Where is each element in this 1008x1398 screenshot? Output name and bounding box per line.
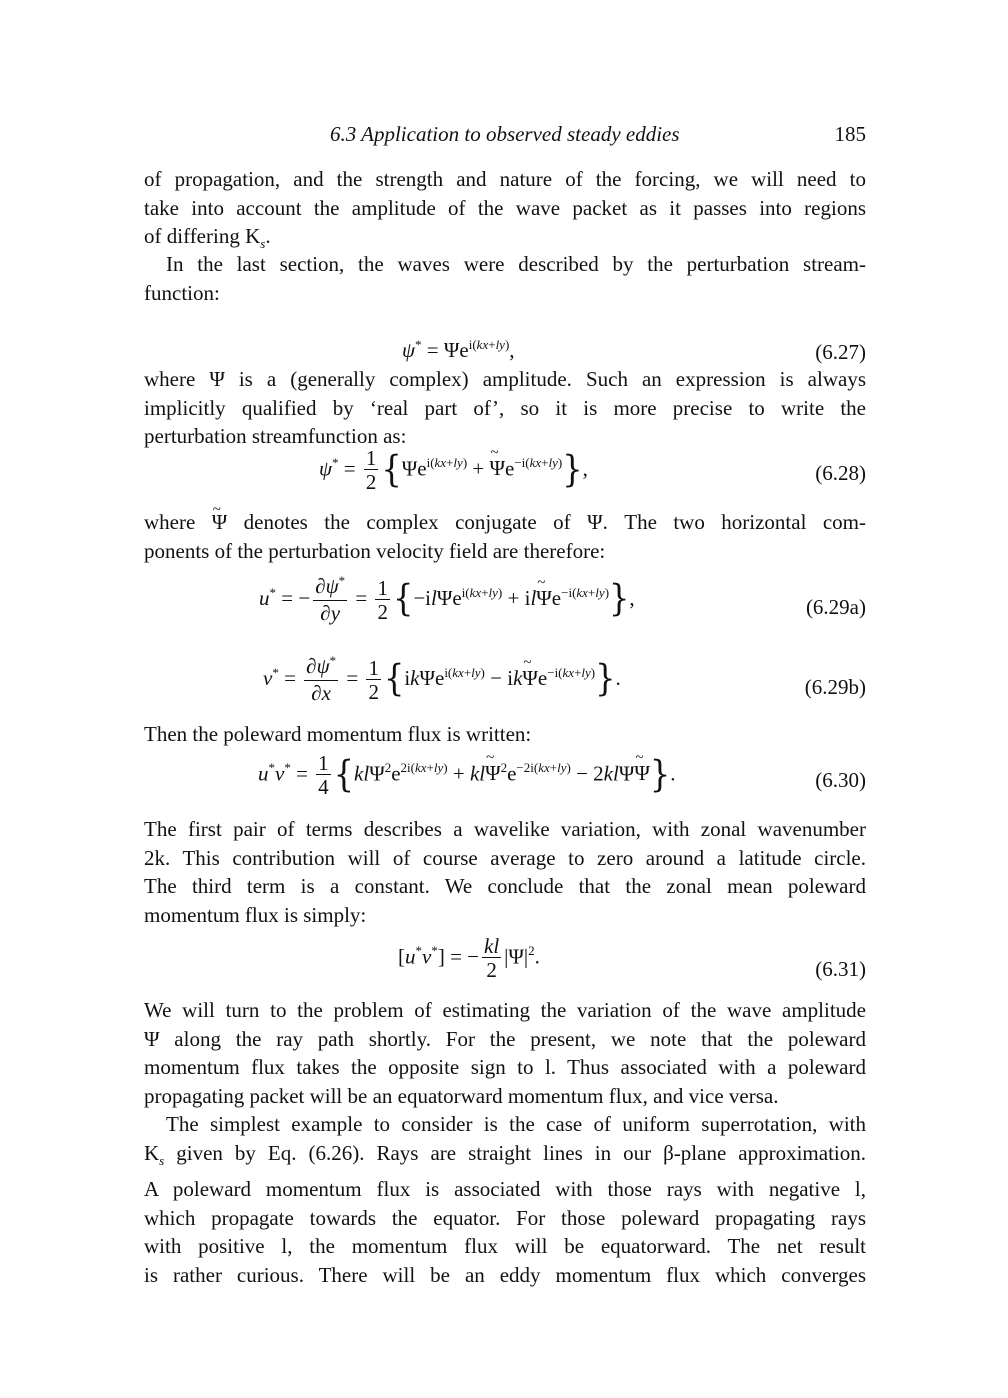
equation-body: u* = − $\frac{\partial\psi^*}{\partial y}$ = $\frac{1}{2}$ {−ilΨe$^{i(kx+ly)}$ + ilΨ $\sim e^{-i(kx+ly)}$}, xyxy=(259,575,635,625)
section-title: 6.3 Application to observed steady eddies xyxy=(330,122,680,146)
text-line: of differing $K_s$. xyxy=(144,224,271,252)
equation-number: (6.27) xyxy=(815,340,866,364)
paragraph-6 xyxy=(144,815,866,929)
equation-number: (6.31) xyxy=(815,957,866,981)
equation-6-29a xyxy=(144,575,866,635)
text-line: where Ψ ~ denotes the complex conjugate of Ψ. The two horizontal com- xyxy=(144,508,866,537)
text-line: We will turn to the problem of estimating the variation of the wave amplitude xyxy=(144,998,866,1022)
paragraph-7 xyxy=(144,996,866,1110)
text-line: A poleward momentum flux is associated with those rays with negative l, xyxy=(144,1177,866,1202)
text-line: where Ψ is a (generally complex) amplitude. Such an expression is always xyxy=(144,367,866,391)
equation-body: u*v* = $\frac{1}{4}$ {$kl\Psi^2e^{2i(kx+ly)} + kl\Psi$ $\sim^2e^{-2i(kx+ly)} - 2kl\Psi\Psi$ ~}. xyxy=(258,752,675,799)
paragraph-3 xyxy=(144,365,866,451)
paragraph-5 xyxy=(144,720,866,749)
equation-body: v* = $\frac{\partial\psi^*}{\partial x}$ = $\frac{1}{2}$ {ikΨe$^{i(kx+ly)}$ − ikΨ $\sim e^{-i(kx+ly)}$}. xyxy=(263,655,621,705)
equation-number: (6.29a) xyxy=(805,595,866,619)
text-line: momentum flux takes the opposite sign to l. Thus associated with a poleward xyxy=(144,1055,866,1079)
text-line: ponents of the perturbation velocity field are therefore: xyxy=(144,538,606,563)
text-line: Then the poleward momentum flux is written: xyxy=(144,722,532,746)
equation-body: ψ* = $\frac{1}{2}$ {$\Psi e^{i(kx+ly)} + \Psi$ $\sim e^{-i(kx+ly)}$}, xyxy=(319,447,588,494)
text-line: take into account the amplitude of the wave packet as it passes into regions xyxy=(144,195,866,220)
equation-number: (6.30) xyxy=(815,768,866,792)
paragraph-8 xyxy=(144,1110,866,1289)
page-number: 185 xyxy=(834,122,866,146)
equation-number: (6.28) xyxy=(815,461,866,485)
equation-6-28 xyxy=(144,447,866,507)
paragraph-2 xyxy=(144,250,866,307)
text-line: propagating packet will be an equatorward momentum flux, and vice versa. xyxy=(144,1083,779,1108)
paragraph-1 xyxy=(144,165,866,259)
text-line: Ψ along the ray path shortly. For the present, we note that the poleward xyxy=(144,1026,866,1051)
equation-6-29b xyxy=(144,655,866,715)
equation-6-31 xyxy=(144,935,866,995)
equation-body: $\psi^* = \Psi e^{i(kx+ly)}$, xyxy=(402,337,515,362)
text-line: 2k. This contribution will of course average to zero around a latitude circle. xyxy=(144,845,866,870)
text-line: The simplest example to consider is the case of uniform superrotation, with xyxy=(166,1112,866,1136)
text-line: In the last section, the waves were described by the perturbation stream- xyxy=(166,252,866,276)
paragraph-4 xyxy=(144,508,866,565)
text-line: implicitly qualified by ‘real part of’, so it is more precise to write the xyxy=(144,395,866,420)
text-line: $K_s$ given by Eq. (6.26). Rays are straight lines in our β-plane approximation. xyxy=(144,1140,866,1168)
text-line: function: xyxy=(144,280,220,305)
text-line: of propagation, and the strength and nature of the forcing, we will need to xyxy=(144,167,866,191)
text-line: The first pair of terms describes a wavelike variation, with zonal wavenumber xyxy=(144,817,866,841)
text-line: with positive l, the momentum flux will be equatorward. The net result xyxy=(144,1234,866,1259)
text-line: The third term is a constant. We conclude that the zonal mean poleward xyxy=(144,874,866,898)
text-line: which propagate towards the equator. For those poleward propagating rays xyxy=(144,1205,866,1230)
text-line: is rather curious. There will be an eddy momentum flux which converges xyxy=(144,1262,866,1287)
text-line: momentum flux is simply: xyxy=(144,902,367,927)
equation-body: [u*v*] = − $\frac{kl}{2}$ $|\Psi|^2$. xyxy=(398,934,540,982)
equation-number: (6.29b) xyxy=(804,675,866,699)
running-head xyxy=(144,122,866,152)
equation-6-30 xyxy=(144,752,866,812)
text-line: perturbation streamfunction as: xyxy=(144,424,407,448)
